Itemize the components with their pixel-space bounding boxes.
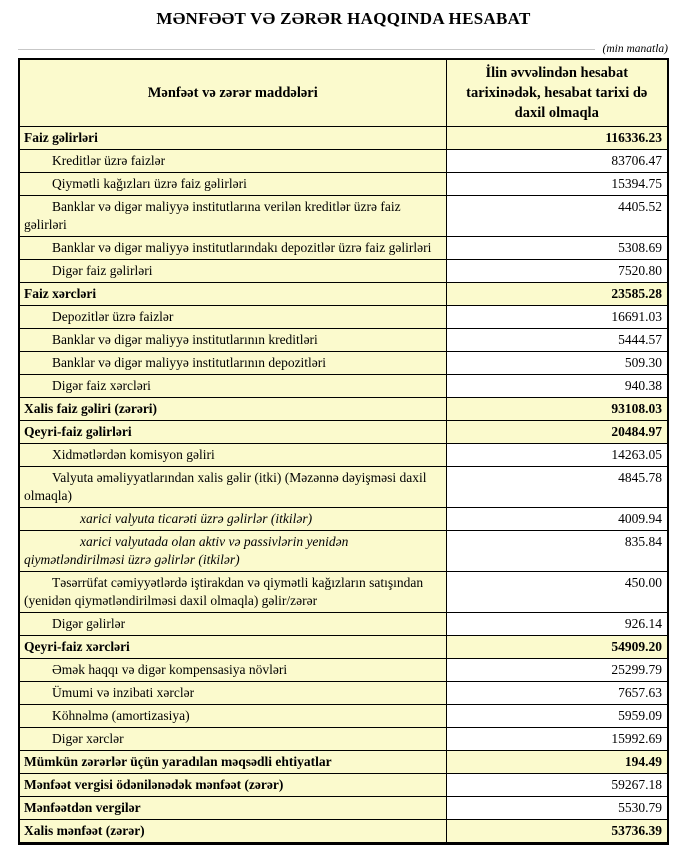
row-value: 83706.47	[446, 150, 668, 173]
table-row	[19, 659, 668, 682]
table-row	[19, 283, 668, 306]
table-row	[19, 127, 668, 150]
table-row	[19, 682, 668, 705]
table-row	[19, 774, 668, 797]
table-row	[19, 196, 668, 237]
row-value: 835.84	[446, 531, 668, 572]
row-value: 20484.97	[446, 421, 668, 444]
table-row	[19, 173, 668, 196]
row-label: Banklar və digər maliyyə institutlarının kreditləri	[19, 329, 446, 352]
row-label: Digər xərclər	[19, 728, 446, 751]
row-label: Xalis mənfəət (zərər)	[19, 820, 446, 844]
table-row	[19, 421, 668, 444]
row-label: Mənfəətdən vergilər	[19, 797, 446, 820]
row-value: 54909.20	[446, 636, 668, 659]
unit-note: (min manatla)	[602, 43, 668, 55]
row-value: 116336.23	[446, 127, 668, 150]
row-label: Banklar və digər maliyyə institutlarına verilən kreditlər üzrə faiz gəlirləri	[19, 196, 446, 237]
column-header-period: İlin əvvəlindən hesabat tarixinədək, hesabat tarixi də daxil olmaqla	[446, 59, 668, 127]
row-value: 16691.03	[446, 306, 668, 329]
table-header-row	[19, 59, 668, 127]
row-label: xarici valyutada olan aktiv və passivlərin yenidən qiymətləndirilməsi üzrə gəlirlər (itkilər)	[19, 531, 446, 572]
row-value: 5308.69	[446, 237, 668, 260]
row-value: 4845.78	[446, 467, 668, 508]
horizontal-rule	[18, 49, 595, 50]
row-label: Qiymətli kağızları üzrə faiz gəlirləri	[19, 173, 446, 196]
table-row	[19, 613, 668, 636]
table-row	[19, 531, 668, 572]
row-label: Valyuta əməliyyatlarından xalis gəlir (itki) (Məzənnə dəyişməsi daxil olmaqla)	[19, 467, 446, 508]
row-value: 7520.80	[446, 260, 668, 283]
row-value: 4405.52	[446, 196, 668, 237]
row-label: Əmək haqqı və digər kompensasiya növləri	[19, 659, 446, 682]
row-value: 926.14	[446, 613, 668, 636]
table-row	[19, 572, 668, 613]
row-value: 25299.79	[446, 659, 668, 682]
row-label: Ümumi və inzibati xərclər	[19, 682, 446, 705]
table-row	[19, 375, 668, 398]
column-header-items: Mənfəət və zərər maddələri	[19, 59, 446, 127]
row-label: Köhnəlmə (amortizasiya)	[19, 705, 446, 728]
row-value: 450.00	[446, 572, 668, 613]
row-label: Faiz gəlirləri	[19, 127, 446, 150]
row-label: Digər faiz gəlirləri	[19, 260, 446, 283]
table-row	[19, 705, 668, 728]
table-row	[19, 306, 668, 329]
table-row	[19, 352, 668, 375]
row-label: Digər gəlirlər	[19, 613, 446, 636]
row-value: 15394.75	[446, 173, 668, 196]
unit-note-row	[18, 43, 668, 56]
row-value: 5959.09	[446, 705, 668, 728]
row-label: Banklar və digər maliyyə institutlarının depozitləri	[19, 352, 446, 375]
table-row	[19, 820, 668, 844]
table-row	[19, 797, 668, 820]
table-row	[19, 636, 668, 659]
row-value: 940.38	[446, 375, 668, 398]
table-row	[19, 398, 668, 421]
row-value: 5530.79	[446, 797, 668, 820]
row-label: xarici valyuta ticarəti üzrə gəlirlər (itkilər)	[19, 508, 446, 531]
row-label: Mənfəət vergisi ödənilənədək mənfəət (zərər)	[19, 774, 446, 797]
table-row	[19, 508, 668, 531]
row-label: Qeyri-faiz gəlirləri	[19, 421, 446, 444]
page-title: MƏNFƏƏT VƏ ZƏRƏR HAQQINDA HESABAT	[156, 9, 531, 28]
row-label: Mümkün zərərlər üçün yaradılan məqsədli ehtiyatlar	[19, 751, 446, 774]
row-value: 93108.03	[446, 398, 668, 421]
table-row	[19, 260, 668, 283]
table-row	[19, 237, 668, 260]
row-value: 23585.28	[446, 283, 668, 306]
table-row	[19, 444, 668, 467]
row-value: 14263.05	[446, 444, 668, 467]
row-label: Banklar və digər maliyyə institutlarındakı depozitlər üzrə faiz gəlirləri	[19, 237, 446, 260]
row-label: Depozitlər üzrə faizlər	[19, 306, 446, 329]
row-label: Təsərrüfat cəmiyyətlərdə iştirakdan və qiymətli kağızların satışından (yenidən qiymətləndirilməsi daxil olmaqla) gəlir/zərər	[19, 572, 446, 613]
table-row	[19, 728, 668, 751]
row-label: Qeyri-faiz xərcləri	[19, 636, 446, 659]
row-value: 509.30	[446, 352, 668, 375]
row-value: 5444.57	[446, 329, 668, 352]
row-label: Faiz xərcləri	[19, 283, 446, 306]
row-value: 7657.63	[446, 682, 668, 705]
table-row	[19, 150, 668, 173]
row-value: 53736.39	[446, 820, 668, 844]
row-label: Kreditlər üzrə faizlər	[19, 150, 446, 173]
row-label: Xidmətlərdən komisyon gəliri	[19, 444, 446, 467]
row-label: Xalis faiz gəliri (zərəri)	[19, 398, 446, 421]
table-row	[19, 467, 668, 508]
row-value: 194.49	[446, 751, 668, 774]
row-value: 4009.94	[446, 508, 668, 531]
profit-loss-table	[18, 58, 669, 845]
table-row	[19, 329, 668, 352]
table-row	[19, 751, 668, 774]
row-value: 15992.69	[446, 728, 668, 751]
row-label: Digər faiz xərcləri	[19, 375, 446, 398]
row-value: 59267.18	[446, 774, 668, 797]
